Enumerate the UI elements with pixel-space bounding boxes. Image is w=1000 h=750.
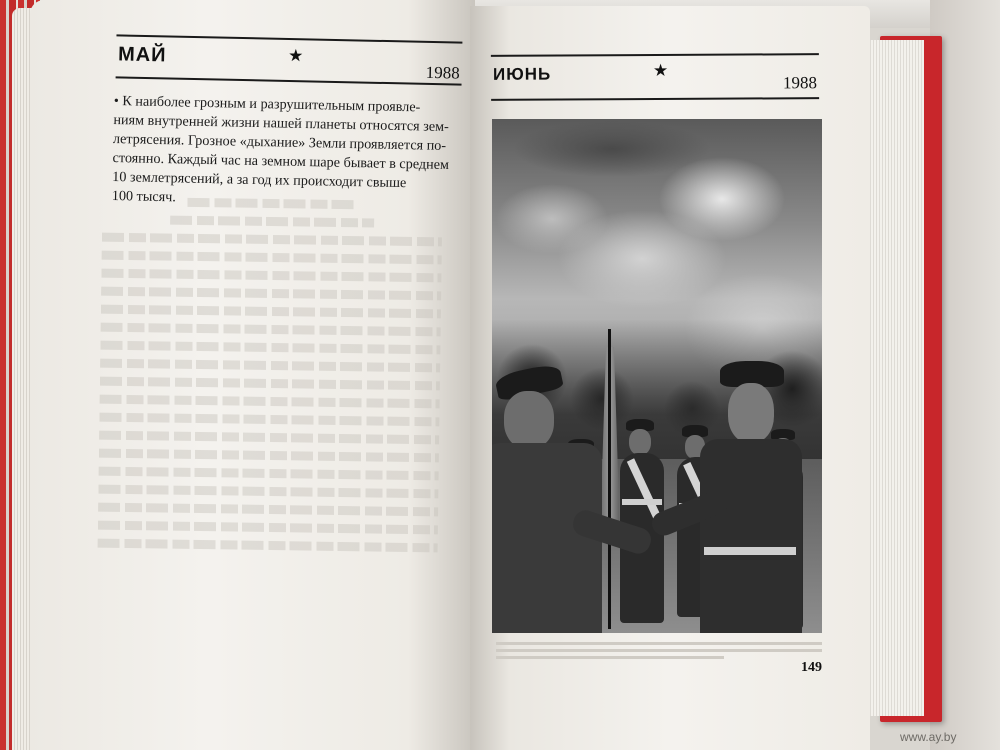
star-icon: ★ — [652, 60, 669, 81]
show-through-line — [99, 467, 439, 481]
header-rule-top — [491, 53, 819, 57]
left-year: 1988 — [425, 62, 460, 83]
show-through-line — [101, 269, 441, 283]
show-through-line — [101, 287, 441, 301]
paragraph-line: стоянно. Каждый час на земном шаре бывает в среднем — [112, 149, 450, 174]
left-page-header — [116, 34, 463, 85]
show-through-line — [101, 305, 441, 319]
show-through-line — [100, 377, 440, 391]
paragraph-line: 100 тысяч. — [111, 187, 177, 206]
ceremony-photo — [492, 119, 822, 633]
show-through-line — [170, 216, 374, 228]
show-through-line — [98, 485, 438, 499]
star-icon: ★ — [287, 45, 304, 66]
paragraph-line: ниям внутренней жизни нашей планеты относятся зем- — [113, 111, 449, 136]
right-page-header — [491, 53, 819, 101]
show-through-line — [187, 198, 357, 209]
page-number: 149 — [801, 660, 822, 675]
right-year: 1988 — [782, 73, 818, 93]
show-through-line — [99, 449, 439, 463]
show-through-line — [98, 521, 438, 535]
show-through-line — [102, 233, 442, 247]
show-through-line — [98, 503, 438, 517]
show-through-line — [99, 413, 439, 427]
show-through-line — [102, 251, 442, 265]
show-through-caption — [496, 638, 822, 663]
paragraph-line: 10 землетрясений, а за год их происходит свыше — [112, 168, 407, 192]
show-through-line — [100, 395, 440, 409]
paragraph-line: • К наиболее грозным и разрушительным проявле- — [113, 92, 421, 116]
show-through-line — [101, 323, 441, 337]
right-month-title: ИЮНЬ — [492, 64, 552, 84]
show-through-line — [98, 539, 438, 553]
watermark: www.ay.by — [900, 730, 957, 744]
flag-pole — [608, 329, 611, 629]
show-through-text — [97, 188, 442, 562]
show-through-line — [100, 341, 440, 355]
show-through-line — [99, 431, 439, 445]
book-page-edges-right — [862, 40, 924, 716]
show-through-line — [100, 359, 440, 373]
paragraph-line: летрясения. Грозное «дыхание» Земли проявляется по- — [112, 130, 447, 154]
left-month-title: МАЙ — [117, 43, 167, 67]
